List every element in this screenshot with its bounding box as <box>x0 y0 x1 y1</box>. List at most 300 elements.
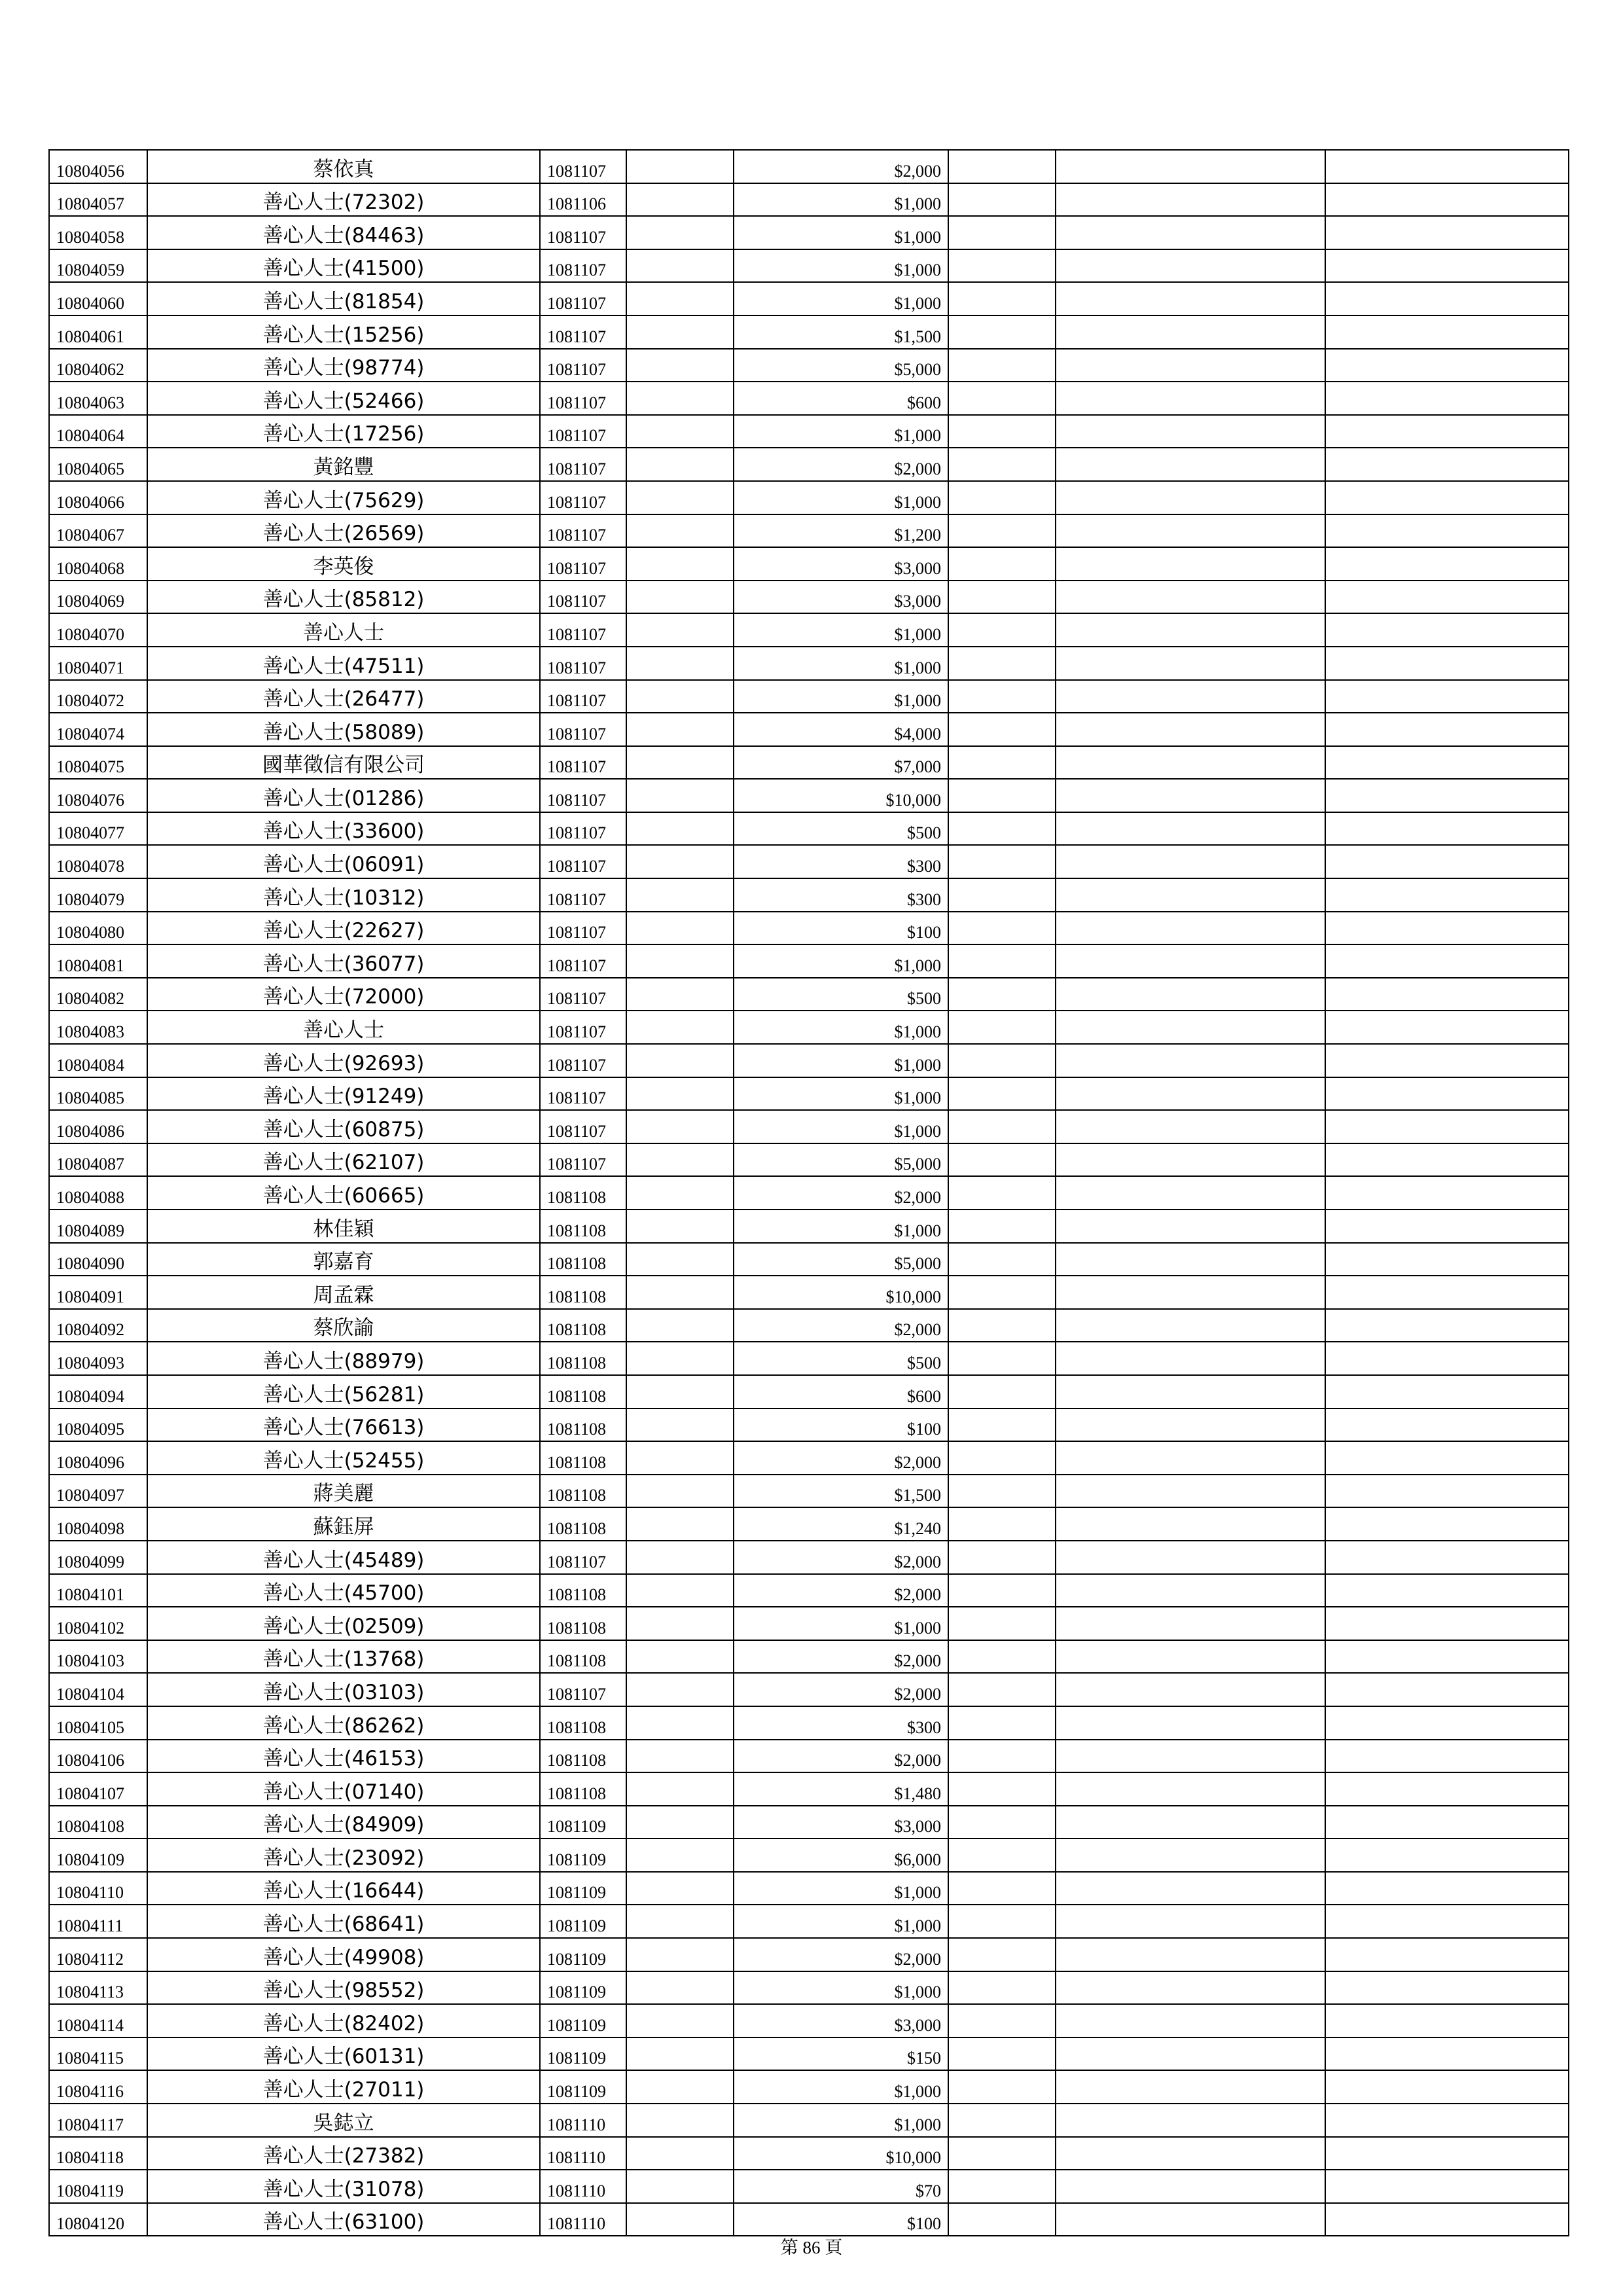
donor-name-cell: 善心人士(52455) <box>147 1441 540 1475</box>
empty-cell <box>626 150 734 183</box>
empty-cell <box>948 1408 1056 1442</box>
donor-name-cell: 善心人士(84463) <box>147 216 540 249</box>
donor-name-cell: 善心人士(98552) <box>147 1971 540 2005</box>
table-row <box>49 2137 1569 2170</box>
amount-cell: $1,000 <box>734 1905 948 1938</box>
empty-cell <box>626 746 734 780</box>
date-cell: 1081108 <box>540 1607 626 1640</box>
receipt-id-cell: 10804081 <box>49 944 147 978</box>
amount-cell: $1,000 <box>734 1110 948 1143</box>
empty-cell <box>626 1441 734 1475</box>
empty-cell <box>1325 150 1569 183</box>
empty-cell <box>1325 845 1569 878</box>
amount-cell: $3,000 <box>734 581 948 614</box>
empty-cell <box>1325 1607 1569 1640</box>
empty-cell <box>948 1905 1056 1938</box>
empty-cell <box>948 779 1056 812</box>
empty-cell <box>1325 812 1569 846</box>
empty-cell <box>626 448 734 481</box>
empty-cell <box>948 415 1056 448</box>
table-row <box>49 613 1569 647</box>
empty-cell <box>1056 2104 1325 2137</box>
empty-cell <box>948 282 1056 315</box>
empty-cell <box>626 845 734 878</box>
empty-cell <box>1325 1574 1569 1607</box>
date-cell: 1081108 <box>540 1441 626 1475</box>
amount-cell: $70 <box>734 2170 948 2203</box>
empty-cell <box>626 1574 734 1607</box>
empty-cell <box>948 514 1056 548</box>
empty-cell <box>1325 1243 1569 1276</box>
empty-cell <box>1056 2170 1325 2203</box>
empty-cell <box>1056 1905 1325 1938</box>
empty-cell <box>1056 216 1325 249</box>
amount-cell: $3,000 <box>734 2004 948 2037</box>
date-cell: 1081108 <box>540 1375 626 1408</box>
amount-cell: $1,000 <box>734 415 948 448</box>
table-row <box>49 1971 1569 2005</box>
receipt-id-cell: 10804070 <box>49 613 147 647</box>
receipt-id-cell: 10804088 <box>49 1176 147 1210</box>
empty-cell <box>626 1706 734 1740</box>
empty-cell <box>948 1011 1056 1044</box>
amount-cell: $1,000 <box>734 1044 948 1077</box>
table-row <box>49 1342 1569 1375</box>
receipt-id-cell: 10804113 <box>49 1971 147 2005</box>
date-cell: 1081107 <box>540 1673 626 1706</box>
table-row <box>49 647 1569 680</box>
amount-cell: $2,000 <box>734 1441 948 1475</box>
amount-cell: $10,000 <box>734 2137 948 2170</box>
empty-cell <box>1056 1309 1325 1342</box>
date-cell: 1081107 <box>540 382 626 415</box>
amount-cell: $2,000 <box>734 1541 948 1574</box>
amount-cell: $2,000 <box>734 1176 948 1210</box>
table-row <box>49 1110 1569 1143</box>
donor-name-cell: 善心人士(86262) <box>147 1706 540 1740</box>
empty-cell <box>626 2104 734 2137</box>
empty-cell <box>1056 1243 1325 1276</box>
amount-cell: $1,000 <box>734 183 948 217</box>
receipt-id-cell: 10804086 <box>49 1110 147 1143</box>
date-cell: 1081107 <box>540 812 626 846</box>
empty-cell <box>1056 1607 1325 1640</box>
empty-cell <box>626 1077 734 1111</box>
empty-cell <box>626 1011 734 1044</box>
date-cell: 1081107 <box>540 746 626 780</box>
empty-cell <box>1056 878 1325 912</box>
empty-cell <box>626 2137 734 2170</box>
empty-cell <box>1325 581 1569 614</box>
donor-name-cell: 蔡欣諭 <box>147 1309 540 1342</box>
donor-name-cell: 善心人士(33600) <box>147 812 540 846</box>
amount-cell: $500 <box>734 812 948 846</box>
table-row <box>49 1740 1569 1773</box>
donor-name-cell: 蘇鈺屏 <box>147 1507 540 1541</box>
donor-name-cell: 善心人士(27011) <box>147 2070 540 2104</box>
receipt-id-cell: 10804094 <box>49 1375 147 1408</box>
receipt-id-cell: 10804087 <box>49 1143 147 1177</box>
table-row <box>49 2037 1569 2071</box>
donor-name-cell: 善心人士(16644) <box>147 1872 540 1905</box>
receipt-id-cell: 10804082 <box>49 978 147 1011</box>
empty-cell <box>948 878 1056 912</box>
date-cell: 1081107 <box>540 647 626 680</box>
amount-cell: $6,000 <box>734 1839 948 1872</box>
empty-cell <box>1056 1011 1325 1044</box>
empty-cell <box>1056 1475 1325 1508</box>
amount-cell: $10,000 <box>734 1276 948 1309</box>
empty-cell <box>1056 1143 1325 1177</box>
empty-cell <box>948 481 1056 514</box>
date-cell: 1081108 <box>540 1276 626 1309</box>
empty-cell <box>1325 1905 1569 1938</box>
amount-cell: $1,000 <box>734 1011 948 1044</box>
table-row <box>49 1673 1569 1706</box>
empty-cell <box>626 779 734 812</box>
table-row <box>49 680 1569 713</box>
date-cell: 1081108 <box>540 1176 626 1210</box>
amount-cell: $4,000 <box>734 713 948 746</box>
donor-name-cell: 善心人士(98774) <box>147 349 540 382</box>
empty-cell <box>1056 912 1325 945</box>
receipt-id-cell: 10804112 <box>49 1938 147 1971</box>
date-cell: 1081107 <box>540 249 626 283</box>
empty-cell <box>948 746 1056 780</box>
amount-cell: $1,000 <box>734 1077 948 1111</box>
receipt-id-cell: 10804097 <box>49 1475 147 1508</box>
donor-name-cell: 善心人士(17256) <box>147 415 540 448</box>
empty-cell <box>626 514 734 548</box>
empty-cell <box>1056 2137 1325 2170</box>
amount-cell: $2,000 <box>734 1309 948 1342</box>
donor-name-cell: 善心人士(26569) <box>147 514 540 548</box>
date-cell: 1081110 <box>540 2203 626 2236</box>
empty-cell <box>948 912 1056 945</box>
amount-cell: $1,000 <box>734 282 948 315</box>
table-row <box>49 1706 1569 1740</box>
receipt-id-cell: 10804098 <box>49 1507 147 1541</box>
receipt-id-cell: 10804096 <box>49 1441 147 1475</box>
empty-cell <box>626 415 734 448</box>
empty-cell <box>626 1640 734 1674</box>
empty-cell <box>1325 1276 1569 1309</box>
amount-cell: $100 <box>734 2203 948 2236</box>
empty-cell <box>626 1905 734 1938</box>
table-row <box>49 878 1569 912</box>
empty-cell <box>948 2203 1056 2236</box>
amount-cell: $500 <box>734 978 948 1011</box>
table-row <box>49 1143 1569 1177</box>
receipt-id-cell: 10804115 <box>49 2037 147 2071</box>
empty-cell <box>948 315 1056 349</box>
donor-name-cell: 吳鋕立 <box>147 2104 540 2137</box>
empty-cell <box>1325 1541 1569 1574</box>
empty-cell <box>1325 282 1569 315</box>
empty-cell <box>626 713 734 746</box>
empty-cell <box>1056 382 1325 415</box>
donor-name-cell: 善心人士(47511) <box>147 647 540 680</box>
empty-cell <box>1325 1375 1569 1408</box>
empty-cell <box>1325 415 1569 448</box>
empty-cell <box>1056 680 1325 713</box>
table-row <box>49 1276 1569 1309</box>
empty-cell <box>948 1143 1056 1177</box>
donor-name-cell: 善心人士(68641) <box>147 1905 540 1938</box>
table-row <box>49 1640 1569 1674</box>
empty-cell <box>1325 944 1569 978</box>
empty-cell <box>1056 150 1325 183</box>
empty-cell <box>1056 1673 1325 1706</box>
empty-cell <box>1056 713 1325 746</box>
empty-cell <box>1056 1176 1325 1210</box>
date-cell: 1081107 <box>540 448 626 481</box>
empty-cell <box>1325 1839 1569 1872</box>
amount-cell: $2,000 <box>734 1574 948 1607</box>
table-row <box>49 1475 1569 1508</box>
receipt-id-cell: 10804106 <box>49 1740 147 1773</box>
empty-cell <box>626 282 734 315</box>
receipt-id-cell: 10804080 <box>49 912 147 945</box>
date-cell: 1081109 <box>540 1971 626 2005</box>
amount-cell: $1,000 <box>734 2104 948 2137</box>
empty-cell <box>948 1441 1056 1475</box>
receipt-id-cell: 10804104 <box>49 1673 147 1706</box>
amount-cell: $500 <box>734 1342 948 1375</box>
empty-cell <box>626 183 734 217</box>
empty-cell <box>1325 349 1569 382</box>
table-row <box>49 2104 1569 2137</box>
empty-cell <box>1056 2203 1325 2236</box>
empty-cell <box>948 1375 1056 1408</box>
empty-cell <box>1325 2037 1569 2071</box>
table-row <box>49 1574 1569 1607</box>
receipt-id-cell: 10804067 <box>49 514 147 548</box>
table-row <box>49 581 1569 614</box>
amount-cell: $1,480 <box>734 1772 948 1806</box>
amount-cell: $5,000 <box>734 349 948 382</box>
empty-cell <box>1325 1772 1569 1806</box>
empty-cell <box>1056 1872 1325 1905</box>
amount-cell: $300 <box>734 845 948 878</box>
receipt-id-cell: 10804068 <box>49 547 147 581</box>
empty-cell <box>1056 944 1325 978</box>
amount-cell: $10,000 <box>734 779 948 812</box>
date-cell: 1081109 <box>540 2004 626 2037</box>
empty-cell <box>1325 1806 1569 1839</box>
donor-name-cell: 蔡依真 <box>147 150 540 183</box>
empty-cell <box>626 382 734 415</box>
amount-cell: $1,000 <box>734 1971 948 2005</box>
receipt-id-cell: 10804062 <box>49 349 147 382</box>
date-cell: 1081107 <box>540 713 626 746</box>
date-cell: 1081107 <box>540 1077 626 1111</box>
empty-cell <box>948 216 1056 249</box>
empty-cell <box>948 183 1056 217</box>
empty-cell <box>626 2004 734 2037</box>
amount-cell: $2,000 <box>734 1740 948 1773</box>
receipt-id-cell: 10804095 <box>49 1408 147 1442</box>
empty-cell <box>1056 315 1325 349</box>
donor-name-cell: 善心人士(41500) <box>147 249 540 283</box>
empty-cell <box>1325 315 1569 349</box>
empty-cell <box>1325 1507 1569 1541</box>
date-cell: 1081109 <box>540 1839 626 1872</box>
empty-cell <box>626 1276 734 1309</box>
empty-cell <box>1325 1110 1569 1143</box>
empty-cell <box>1056 282 1325 315</box>
empty-cell <box>626 878 734 912</box>
empty-cell <box>626 1839 734 1872</box>
empty-cell <box>948 2104 1056 2137</box>
receipt-id-cell: 10804057 <box>49 183 147 217</box>
donor-name-cell: 善心人士(72302) <box>147 183 540 217</box>
table-row <box>49 1408 1569 1442</box>
empty-cell <box>948 2070 1056 2104</box>
empty-cell <box>1325 779 1569 812</box>
donor-name-cell: 善心人士(63100) <box>147 2203 540 2236</box>
date-cell: 1081106 <box>540 183 626 217</box>
empty-cell <box>1325 1971 1569 2005</box>
table-row <box>49 1210 1569 1243</box>
empty-cell <box>1325 2070 1569 2104</box>
empty-cell <box>948 978 1056 1011</box>
donor-name-cell: 黃銘豐 <box>147 448 540 481</box>
donor-name-cell: 李英俊 <box>147 547 540 581</box>
amount-cell: $5,000 <box>734 1243 948 1276</box>
table-row <box>49 216 1569 249</box>
empty-cell <box>1056 2004 1325 2037</box>
empty-cell <box>1325 713 1569 746</box>
donor-name-cell: 善心人士(03103) <box>147 1673 540 1706</box>
empty-cell <box>1056 1210 1325 1243</box>
donor-name-cell: 善心人士(75629) <box>147 481 540 514</box>
table-row <box>49 1077 1569 1111</box>
receipt-id-cell: 10804114 <box>49 2004 147 2037</box>
donor-name-cell: 郭嘉育 <box>147 1243 540 1276</box>
empty-cell <box>948 1640 1056 1674</box>
amount-cell: $1,200 <box>734 514 948 548</box>
table-row <box>49 481 1569 514</box>
amount-cell: $100 <box>734 1408 948 1442</box>
receipt-id-cell: 10804056 <box>49 150 147 183</box>
table-row <box>49 282 1569 315</box>
empty-cell <box>1325 613 1569 647</box>
date-cell: 1081107 <box>540 878 626 912</box>
empty-cell <box>1325 1309 1569 1342</box>
donor-name-cell: 善心人士(60131) <box>147 2037 540 2071</box>
table-row <box>49 547 1569 581</box>
empty-cell <box>1325 1011 1569 1044</box>
donor-name-cell: 善心人士(36077) <box>147 944 540 978</box>
empty-cell <box>948 1839 1056 1872</box>
amount-cell: $1,000 <box>734 647 948 680</box>
empty-cell <box>626 216 734 249</box>
empty-cell <box>948 944 1056 978</box>
receipt-id-cell: 10804090 <box>49 1243 147 1276</box>
empty-cell <box>948 647 1056 680</box>
donor-name-cell: 善心人士(84909) <box>147 1806 540 1839</box>
empty-cell <box>948 1044 1056 1077</box>
receipt-id-cell: 10804083 <box>49 1011 147 1044</box>
date-cell: 1081107 <box>540 613 626 647</box>
empty-cell <box>1056 1276 1325 1309</box>
table-row <box>49 2070 1569 2104</box>
receipt-id-cell: 10804107 <box>49 1772 147 1806</box>
empty-cell <box>626 1408 734 1442</box>
amount-cell: $2,000 <box>734 448 948 481</box>
empty-cell <box>1056 978 1325 1011</box>
empty-cell <box>948 547 1056 581</box>
amount-cell: $1,240 <box>734 1507 948 1541</box>
table-row <box>49 1011 1569 1044</box>
receipt-id-cell: 10804093 <box>49 1342 147 1375</box>
table-row <box>49 1044 1569 1077</box>
amount-cell: $300 <box>734 878 948 912</box>
empty-cell <box>948 150 1056 183</box>
donor-name-cell: 善心人士(76613) <box>147 1408 540 1442</box>
date-cell: 1081107 <box>540 282 626 315</box>
empty-cell <box>626 1375 734 1408</box>
empty-cell <box>1056 448 1325 481</box>
date-cell: 1081108 <box>540 1706 626 1740</box>
table-row <box>49 514 1569 548</box>
empty-cell <box>1325 1176 1569 1210</box>
empty-cell <box>948 713 1056 746</box>
donor-name-cell: 善心人士(45489) <box>147 1541 540 1574</box>
empty-cell <box>1325 2004 1569 2037</box>
empty-cell <box>626 944 734 978</box>
empty-cell <box>1056 2070 1325 2104</box>
donor-name-cell: 善心人士(60875) <box>147 1110 540 1143</box>
empty-cell <box>948 448 1056 481</box>
donor-name-cell: 善心人士(27382) <box>147 2137 540 2170</box>
amount-cell: $1,000 <box>734 216 948 249</box>
donor-name-cell: 善心人士 <box>147 613 540 647</box>
receipt-id-cell: 10804078 <box>49 845 147 878</box>
receipt-id-cell: 10804069 <box>49 581 147 614</box>
date-cell: 1081107 <box>540 315 626 349</box>
table-row <box>49 1507 1569 1541</box>
empty-cell <box>626 1541 734 1574</box>
date-cell: 1081108 <box>540 1408 626 1442</box>
date-cell: 1081108 <box>540 1507 626 1541</box>
receipt-id-cell: 10804108 <box>49 1806 147 1839</box>
date-cell: 1081107 <box>540 1110 626 1143</box>
table-row <box>49 912 1569 945</box>
date-cell: 1081107 <box>540 150 626 183</box>
donor-name-cell: 國華徵信有限公司 <box>147 746 540 780</box>
receipt-id-cell: 10804071 <box>49 647 147 680</box>
table-row <box>49 1938 1569 1971</box>
date-cell: 1081107 <box>540 1011 626 1044</box>
date-cell: 1081108 <box>540 1772 626 1806</box>
amount-cell: $300 <box>734 1706 948 1740</box>
donor-name-cell: 善心人士(72000) <box>147 978 540 1011</box>
empty-cell <box>948 1872 1056 1905</box>
donor-name-cell: 善心人士(15256) <box>147 315 540 349</box>
date-cell: 1081107 <box>540 581 626 614</box>
empty-cell <box>626 1806 734 1839</box>
receipt-id-cell: 10804120 <box>49 2203 147 2236</box>
empty-cell <box>626 1309 734 1342</box>
table-row <box>49 448 1569 481</box>
empty-cell <box>626 2170 734 2203</box>
table-row <box>49 2170 1569 2203</box>
donor-name-cell: 善心人士(01286) <box>147 779 540 812</box>
donor-name-cell: 善心人士(10312) <box>147 878 540 912</box>
date-cell: 1081107 <box>540 978 626 1011</box>
